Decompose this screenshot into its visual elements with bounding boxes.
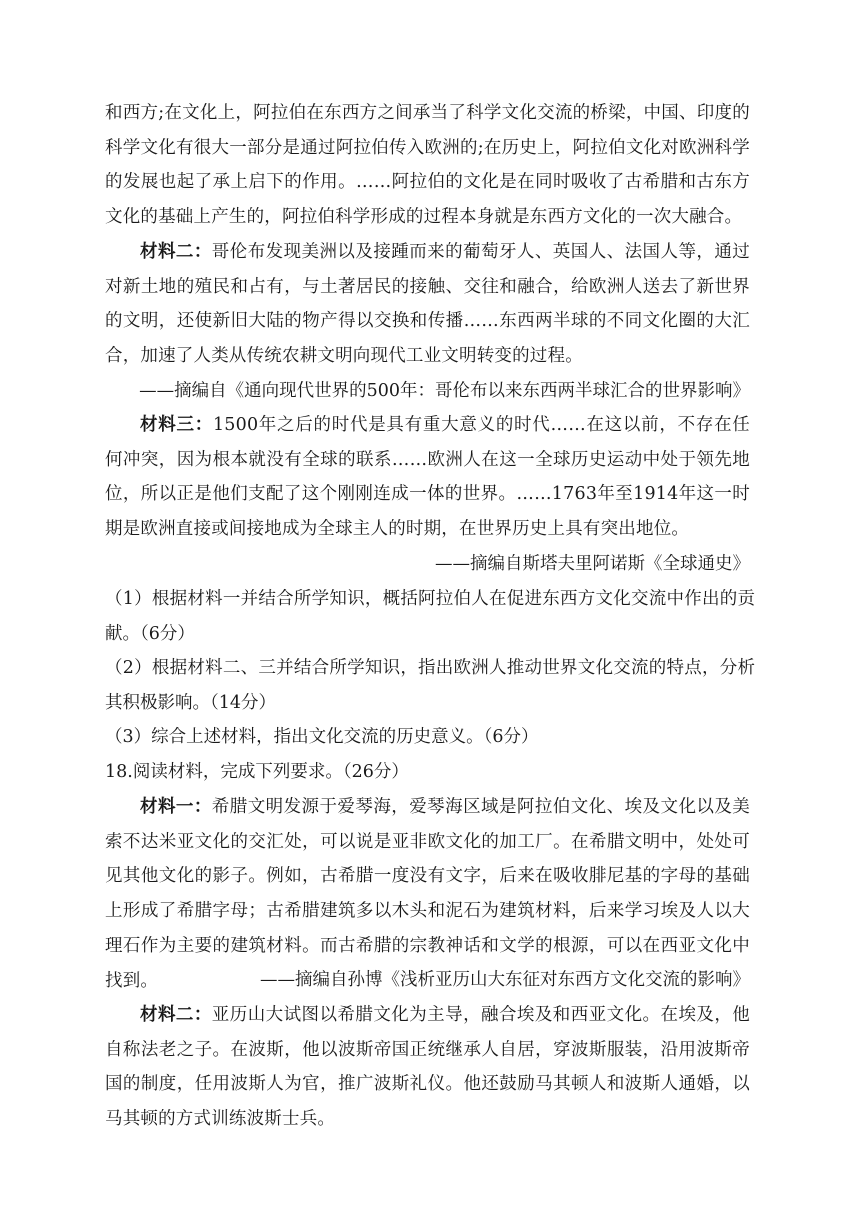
material-label: 材料二：: [140, 1005, 212, 1025]
material-label: 材料二：: [140, 242, 212, 262]
question-3: （3）综合上述材料，指出文化交流的历史意义。（6分）: [105, 727, 539, 747]
paragraph-intro: [105, 96, 750, 235]
material-two-source: ——摘编自《通向现代世界的500年：哥伦布以来东西两半球汇合的世界影响》: [139, 381, 750, 401]
material-text: 希腊文明发源于爱琴海，爱琴海区域是阿拉伯文化、埃及文化以及美索不达米亚文化的交汇处，可以说是亚非欧文化的加工厂。在希腊文明中，处处可见其他文化的影子。例如，古希腊一度没有文字，后来在吸收腓尼基的字母的基础上形成了希腊字母；古希腊建筑多以木头和泥石为建筑材料，后来学习埃及人以大理石作为主要的建筑材料。而古希腊的宗教神话和文学的根源，可以在西亚文化中找到。: [105, 797, 750, 991]
material-one-source: ——摘编自孙博《浅析亚历山大东征对东西方文化交流的影响》: [260, 970, 750, 990]
material-label: 材料三：: [140, 415, 213, 435]
material-two-paragraph: [105, 235, 750, 374]
material-three-paragraph: [105, 408, 750, 547]
material-two-b-paragraph: [105, 998, 750, 1137]
question-2: （2）根据材料二、三并结合所学知识，指出欧洲人推动世界文化交流的特点，分析其积极影响。（14分）: [105, 658, 755, 713]
question-18: 18.阅读材料，完成下列要求。（26分）: [105, 762, 409, 782]
material-text: 1500年之后的时代是具有重大意义的时代……在这以前，不存在任何冲突，因为根本就没有全球的联系……欧洲人在这一全球历史运动中处于领先地位，所以正是他们支配了这个刚刚连成一体的世界。……1763年至1914年这一时期是欧洲直接或间接地成为全球主人的时期，在世界历史上具有突出地位。: [105, 415, 750, 540]
material-three-source: ——摘编自斯塔夫里阿诺斯《全球通史》: [435, 554, 750, 574]
material-label: 材料一：: [140, 797, 212, 817]
question-1: （1）根据材料一并结合所学知识，概括阿拉伯人在促进东西方文化交流中作出的贡献。（6分）: [105, 589, 755, 644]
material-text: 哥伦布发现美洲以及接踵而来的葡萄牙人、英国人、法国人等，通过对新土地的殖民和占有，与土著居民的接触、交往和融合，给欧洲人送去了新世界的文明，还使新旧大陆的物产得以交换和传播……东西两半球的不同文化圈的大汇合，加速了人类从传统农耕文明向现代工业文明转变的过程。: [105, 242, 750, 367]
paragraph-text: 和西方;在文化上，阿拉伯在东西方之间承当了科学文化交流的桥梁，中国、印度的科学文化有很大一部分是通过阿拉伯传入欧洲的;在历史上，阿拉伯文化对欧洲科学的发展也起了承上启下的作用。……阿拉伯的文化是在同时吸收了古希腊和古东方文化的基础上产生的，阿拉伯科学形成的过程本身就是东西方文化的一次大融合。: [105, 103, 750, 228]
material-text: 亚历山大试图以希腊文化为主导，融合埃及和西亚文化。在埃及，他自称法老之子。在波斯，他以波斯帝国正统继承人自居，穿波斯服装，沿用波斯帝国的制度，任用波斯人为官，推广波斯礼仪。他还鼓励马其顿人和波斯人通婚，以马其顿的方式训练波斯士兵。: [105, 1005, 750, 1130]
